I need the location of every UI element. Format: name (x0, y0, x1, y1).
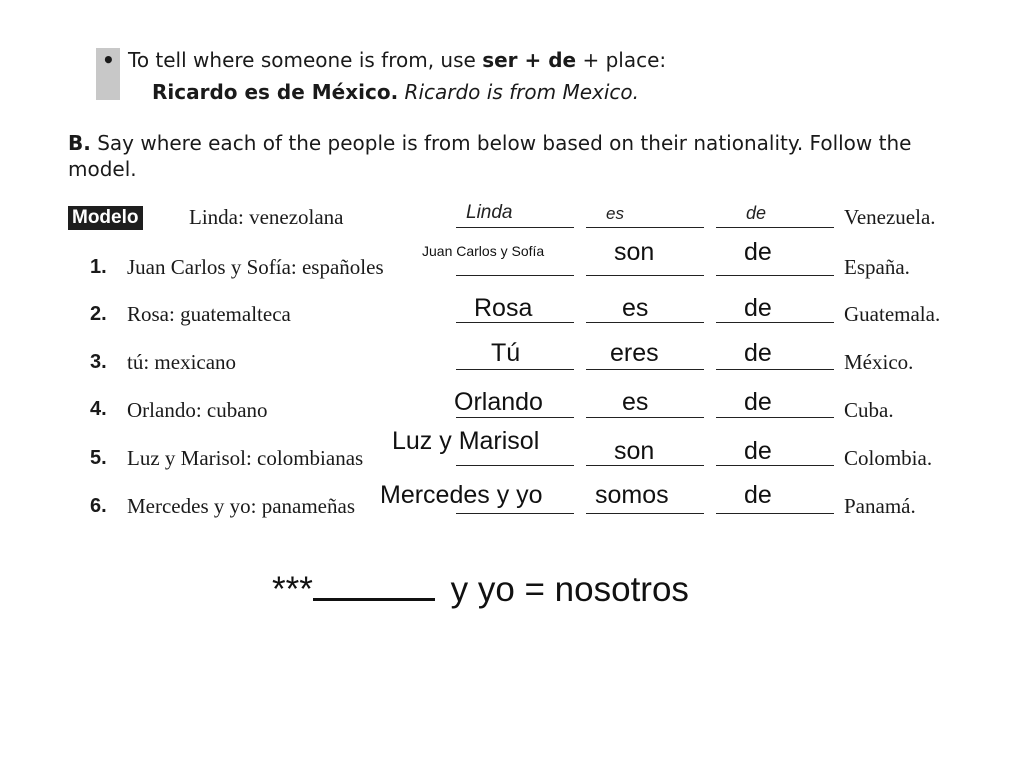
modelo-tag: Modelo (68, 206, 143, 230)
answer-verb: somos (595, 481, 669, 509)
item-prompt: tú: mexicano (127, 350, 237, 374)
item-prompt: Mercedes y yo: panameñas (127, 494, 355, 518)
answer-prep: de (744, 481, 772, 509)
model-subject: Linda (466, 202, 513, 223)
section-b-instruction: B. Say where each of the people is from below based on their nationality. Follow the model. (68, 131, 912, 181)
footer-suffix: y yo = nosotros (440, 570, 689, 609)
model-verb-blank (586, 227, 704, 228)
subject-blank[interactable] (456, 465, 574, 466)
model-verb: es (606, 204, 624, 223)
item-prompt: Juan Carlos y Sofía: españoles (127, 255, 384, 279)
subject-blank[interactable] (456, 369, 574, 370)
item-number: 2. (90, 303, 107, 325)
answer-verb: son (614, 238, 655, 266)
item-number: 1. (90, 256, 107, 278)
item-place: México. (844, 350, 914, 374)
item-place: Guatemala. (844, 302, 941, 326)
example-spanish: Ricardo es de México. (152, 80, 399, 104)
example-english: Ricardo is from Mexico. (404, 80, 639, 104)
answer-subject: Juan Carlos y Sofía (422, 243, 545, 259)
answer-verb: son (614, 437, 655, 465)
subject-blank[interactable] (456, 417, 574, 418)
prep-blank[interactable] (716, 275, 834, 276)
model-prep-blank (716, 227, 834, 228)
answer-prep: de (744, 388, 772, 416)
answer-verb: es (622, 388, 649, 416)
verb-blank[interactable] (586, 369, 704, 370)
answer-verb: eres (610, 339, 659, 367)
prep-blank[interactable] (716, 369, 834, 370)
item-place: Cuba. (844, 398, 894, 422)
answer-verb: es (622, 294, 649, 322)
answer-prep: de (744, 238, 772, 266)
item-prompt: Luz y Marisol: colombianas (127, 446, 364, 470)
verb-blank[interactable] (586, 275, 704, 276)
model-place: Venezuela. (844, 205, 936, 229)
answer-subject: Luz y Marisol (392, 427, 540, 455)
prep-blank[interactable] (716, 322, 834, 323)
footer-blank (313, 568, 435, 601)
model-subject-blank (456, 227, 574, 228)
section-label: B. (68, 131, 91, 155)
item-place: Colombia. (844, 446, 933, 470)
item-number: 3. (90, 351, 107, 373)
verb-blank[interactable] (586, 417, 704, 418)
item-number: 6. (90, 495, 107, 517)
answer-subject: Mercedes y yo (380, 481, 543, 509)
answer-prep: de (744, 437, 772, 465)
item-prompt: Rosa: guatemalteca (127, 302, 291, 326)
answer-prep: de (744, 339, 772, 367)
answer-subject: Rosa (474, 294, 533, 322)
footer-prefix: *** (272, 570, 313, 609)
item-number: 5. (90, 447, 107, 469)
answer-prep: de (744, 294, 772, 322)
note-rule: • To tell where someone is from, use ser + de + place: (102, 48, 667, 72)
model-prep: de (746, 203, 767, 223)
bullet-icon: • (102, 48, 115, 72)
prep-blank[interactable] (716, 513, 834, 514)
note-example (152, 79, 639, 105)
item-place: Panamá. (844, 494, 916, 518)
prep-blank[interactable] (716, 465, 834, 466)
answer-subject: Orlando (454, 388, 543, 416)
subject-blank[interactable] (456, 275, 574, 276)
answer-subject: Tú (491, 339, 521, 367)
model-prompt: Linda: venezolana (189, 205, 344, 229)
item-number: 4. (90, 398, 107, 420)
item-place: España. (844, 255, 910, 279)
footer-note (272, 568, 689, 610)
prep-blank[interactable] (716, 417, 834, 418)
subject-blank[interactable] (456, 513, 574, 514)
verb-blank[interactable] (586, 513, 704, 514)
item-prompt: Orlando: cubano (127, 398, 268, 422)
